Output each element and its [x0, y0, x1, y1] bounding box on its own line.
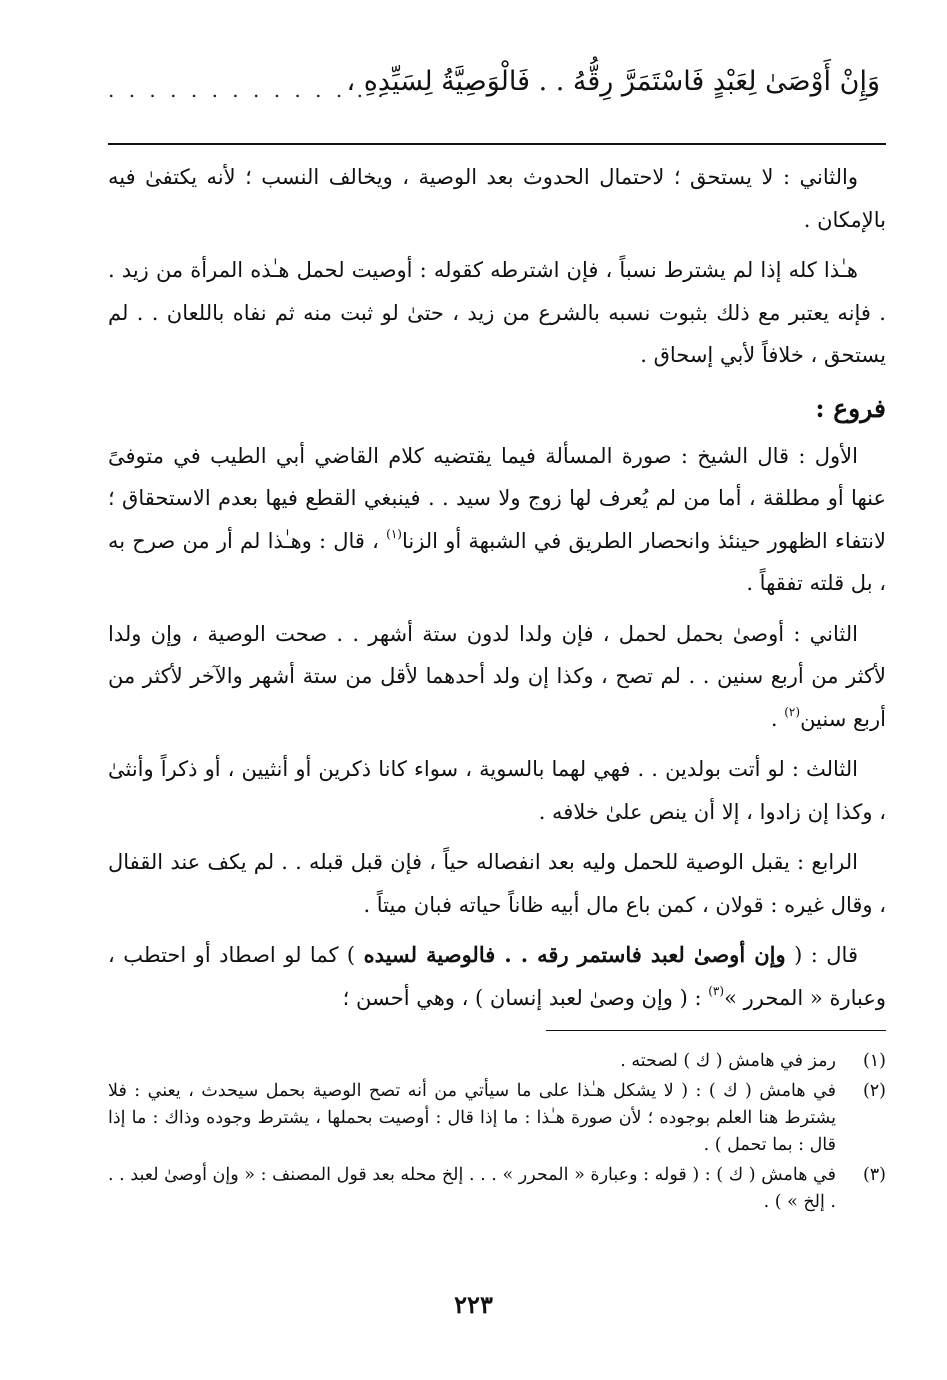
footnote-1: [108, 1048, 886, 1075]
footnote-number: (١): [862, 1051, 886, 1071]
paragraph-3-tail: ، قال : وهـٰذا لم أر من صرح به ، بل قلته تفقهاً .: [108, 528, 886, 595]
paragraph-3-text: الأول : قال الشيخ : صورة المسألة فيما يقتضيه كلام القاضي أبي الطيب في متوفىً عنها أو مطلقة ، أما من لم يُعرف لها زوج ولا سيد . . فينبغي القطع فيها بعدم الاستحقاق ؛ لانتفاء الظهور حينئذ وانحصار الطريق في الشبهة أو الزنا: [108, 443, 886, 553]
footnote-text: رمز في هامش ( ك ) لصحته .: [620, 1051, 836, 1071]
paragraph-7-text: ) كما لو اصطاد أو احتطب ، وعبارة « المحرر »: [108, 943, 886, 1010]
footnote-text: في هامش ( ك ) : ( لا يشكل هـٰذا على ما سيأتي من أنه تصح الوصية بحمل سيحدث ، يعني : فلا يشترط هنا العلم بوجوده ؛ لأن صورة هـٰذا : ما إذا قال : أوصيت بحملها ، يشترط وجوده وذاك : ما إذا قال : بما تحمل ) .: [108, 1081, 836, 1155]
footnote-2: [108, 1078, 886, 1159]
page-number: ٢٢٣: [454, 1290, 493, 1319]
header-dots: . . . . . . . . . . . . . .: [108, 78, 388, 102]
header-text: وَإِنْ أَوْصَىٰ لِعَبْدٍ فَاسْتَمَرَّ رِقُّهُ . . فَالْوَصِيَّةُ لِسَيِّدِهِ ،: [346, 66, 880, 97]
footnote-text: في هامش ( ك ) : ( قوله : وعبارة « المحرر » . . . إلخ محله بعد قول المصنف : « وإن أوصىٰ لعبد . . . إلخ » ) .: [108, 1165, 836, 1212]
footnotes: [108, 1048, 886, 1219]
paragraph-4-tail: .: [770, 706, 785, 731]
footnote-number: (٢): [862, 1081, 886, 1101]
footnote-ref-1[interactable]: (١): [386, 526, 402, 541]
footnote-3: [108, 1162, 886, 1216]
paragraph-4: [108, 613, 886, 741]
matn-quote: وإن أوصىٰ لعبد فاستمر رقه . . فالوصية لسيده: [363, 942, 786, 967]
section-heading: فروع :: [815, 393, 886, 423]
header-rule: [108, 143, 886, 145]
footnote-ref-3[interactable]: (٣): [708, 983, 725, 998]
paragraph-2: هـٰذا كله إذا لم يشترط نسباً ، فإن اشترطه كقوله : أوصيت لحمل هـٰذه المرأة من زيد . . فإنه يعتبر مع ذلك بثبوت نسبه بالشرع من زيد ، حتىٰ لو ثبت منه ثم نفاه باللعان . . لم يستحق ، خلافاً لأبي إسحاق .: [108, 258, 886, 367]
paragraph-7-tail: : ( وإن وصىٰ لعبد إنسان ) ، وهي أحسن ؛: [342, 985, 709, 1010]
paragraph-6: الرابع : يقبل الوصية للحمل وليه بعد انفصاله حياً ، فإن قبل قبله . . لم يكف عند القفال ، وقال غيره : قولان ، كمن باع مال أبيه ظاناً حياته فبان ميتاً .: [108, 850, 886, 917]
footnote-number: (٣): [862, 1165, 886, 1185]
paragraph-7-open: قال : (: [785, 943, 858, 967]
paragraph-4-text: الثاني : أوصىٰ بحمل لحمل ، فإن ولدا لدون ستة أشهر . . صحت الوصية ، وإن ولدا لأكثر من أربع سنين . . لم تصح ، وكذا إن ولد أحدهما لأقل من ستة أشهر والآخر لأكثر من أربع سنين: [108, 621, 886, 731]
paragraph-5: الثالث : لو أتت بولدين . . فهي لهما بالسوية ، سواء كانا ذكرين أو أنثيين ، أو ذكراً وأنثىٰ ، وكذا إن زادوا ، إلا أن ينص علىٰ خلافه .: [108, 757, 886, 824]
main-text: [108, 156, 886, 1019]
paragraph-1: والثاني : لا يستحق ؛ لاحتمال الحدوث بعد الوصية ، ويخالف النسب ؛ لأنه يكتفىٰ فيه بالإمكان .: [108, 165, 886, 232]
paragraph-3: [108, 435, 886, 605]
running-header: [108, 60, 886, 120]
paragraph-7: [108, 934, 886, 1019]
footnote-ref-2[interactable]: (٢): [784, 704, 801, 719]
footnote-rule: [546, 1030, 886, 1031]
